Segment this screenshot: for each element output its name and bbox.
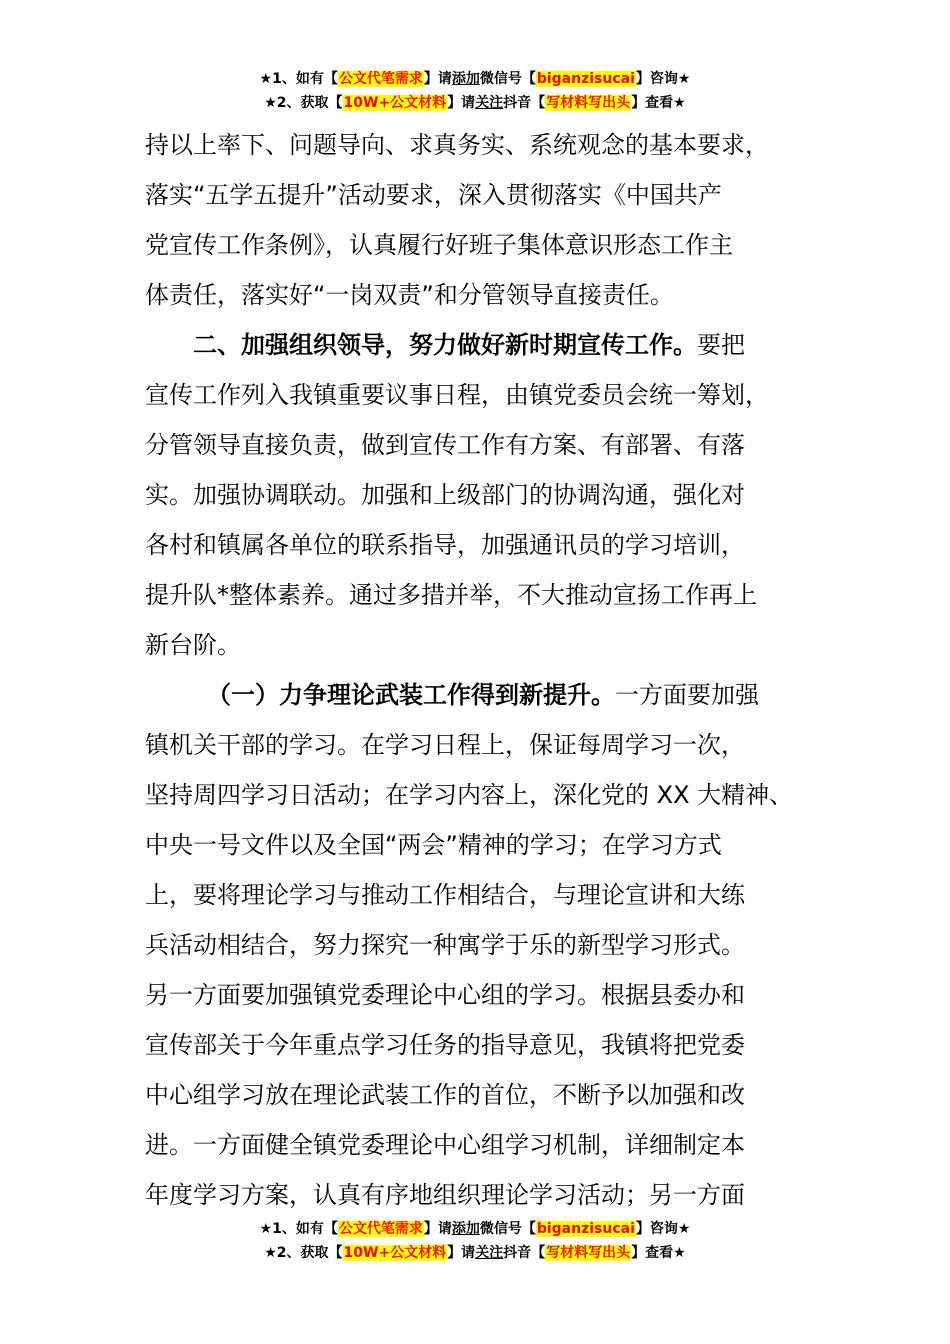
paragraph-line: 镇机关干部的学习。在学习日程上，保证每周学习一次，: [145, 731, 745, 759]
banner-underline: 添加: [451, 71, 480, 87]
banner-underline: 关注: [475, 1245, 504, 1261]
paragraph-line: 中心组学习放在理论武装工作的首位，不断予以加强和改: [145, 1081, 745, 1109]
document-body: [145, 120, 825, 1220]
paragraph-line: 实。加强协调联动。加强和上级部门的协调沟通，强化对: [145, 481, 745, 509]
section-heading-line: [145, 320, 825, 370]
banner-highlight: 10W+公文材料: [343, 95, 447, 111]
paragraph-line: 宣传工作列入我镇重要议事日程，由镇党委员会统一筹划，: [145, 381, 769, 409]
banner-text: ★2、获取【: [264, 1245, 343, 1261]
banner-wechat-id: biganzisucai: [536, 1221, 635, 1237]
banner-text: 】咨询★: [635, 1221, 691, 1237]
banner-douyin-id: 写材料写出头: [546, 1245, 631, 1261]
banner-underline: 添加: [451, 1221, 480, 1237]
paragraph-line: 年度学习方案，认真有序地组织理论学习活动；另一方面: [145, 1181, 745, 1209]
banner-text: 微信号【: [479, 1221, 536, 1237]
paragraph-line: 上，要将理论学习与推动工作相结合，与理论宣讲和大练: [145, 881, 745, 909]
paragraph-text: 要把: [697, 331, 745, 359]
banner-text: 】请: [423, 71, 452, 87]
banner-text: 】请: [447, 1245, 476, 1261]
paragraph-line: 新台阶。: [145, 631, 241, 659]
section-heading: 二、加强组织领导，努力做好新时期宣传工作。: [193, 331, 697, 359]
banner-text: ★1、如有【: [259, 71, 338, 87]
banner-text: 】咨询★: [635, 71, 691, 87]
banner-text: 】查看★: [631, 1245, 686, 1261]
header-banner-line-2: [0, 92, 950, 116]
banner-text: 微信号【: [479, 71, 536, 87]
footer-banner-line-2: [0, 1242, 950, 1266]
paragraph-text: 一方面要加强: [615, 681, 759, 709]
banner-text: 】请: [423, 1221, 452, 1237]
footer-banner: [0, 1218, 950, 1266]
banner-wechat-id: biganzisucai: [536, 71, 635, 87]
paragraph-line: 宣传部关于今年重点学习任务的指导意见，我镇将把党委: [145, 1031, 745, 1059]
footer-banner-line-1: [0, 1218, 950, 1242]
paragraph-line: 各村和镇属各单位的联系指导，加强通讯员的学习培训，: [145, 531, 745, 559]
banner-text: 】查看★: [631, 95, 686, 111]
banner-text: ★2、获取【: [264, 95, 343, 111]
banner-douyin-id: 写材料写出头: [546, 95, 631, 111]
banner-text: 抖音【: [503, 95, 546, 111]
paragraph-line: 持以上率下、问题导向、求真务实、系统观念的基本要求，: [145, 131, 769, 159]
paragraph-line: 兵活动相结合，努力探究一种寓学于乐的新型学习形式。: [145, 931, 745, 959]
banner-underline: 关注: [475, 95, 504, 111]
paragraph-line: 落实“五学五提升”活动要求，深入贯彻落实《中国共产: [145, 181, 722, 209]
paragraph-line: 中央一号文件以及全国“两会”精神的学习；在学习方式: [145, 831, 722, 859]
banner-highlight: 10W+公文材料: [343, 1245, 447, 1261]
banner-text: ★1、如有【: [259, 1221, 338, 1237]
subsection-heading: （一）力争理论武装工作得到新提升。: [207, 681, 615, 709]
paragraph-line: 党宣传工作条例》，认真履行好班子集体意识形态工作主: [145, 231, 733, 259]
paragraph-line: 体责任，落实好“一岗双责”和分管领导直接责任。: [145, 281, 674, 309]
banner-highlight: 公文代笔需求: [338, 1221, 423, 1237]
banner-text: 】请: [447, 95, 476, 111]
header-banner-line-1: [0, 68, 950, 92]
paragraph-line: 分管领导直接负责，做到宣传工作有方案、有部署、有落: [145, 431, 745, 459]
paragraph-line: 提升队*整体素养。通过多措并举，不大推动宣扬工作再上: [145, 581, 757, 609]
paragraph-line: 另一方面要加强镇党委理论中心组的学习。根据县委办和: [145, 981, 745, 1009]
paragraph-line: 坚持周四学习日活动；在学习内容上，深化党的 XX 大精神、: [145, 781, 794, 809]
banner-text: 抖音【: [503, 1245, 546, 1261]
subsection-heading-line: [145, 670, 825, 720]
banner-highlight: 公文代笔需求: [338, 71, 423, 87]
header-banner: [0, 68, 950, 116]
paragraph-line: 进。一方面健全镇党委理论中心组学习机制，详细制定本: [145, 1131, 745, 1159]
